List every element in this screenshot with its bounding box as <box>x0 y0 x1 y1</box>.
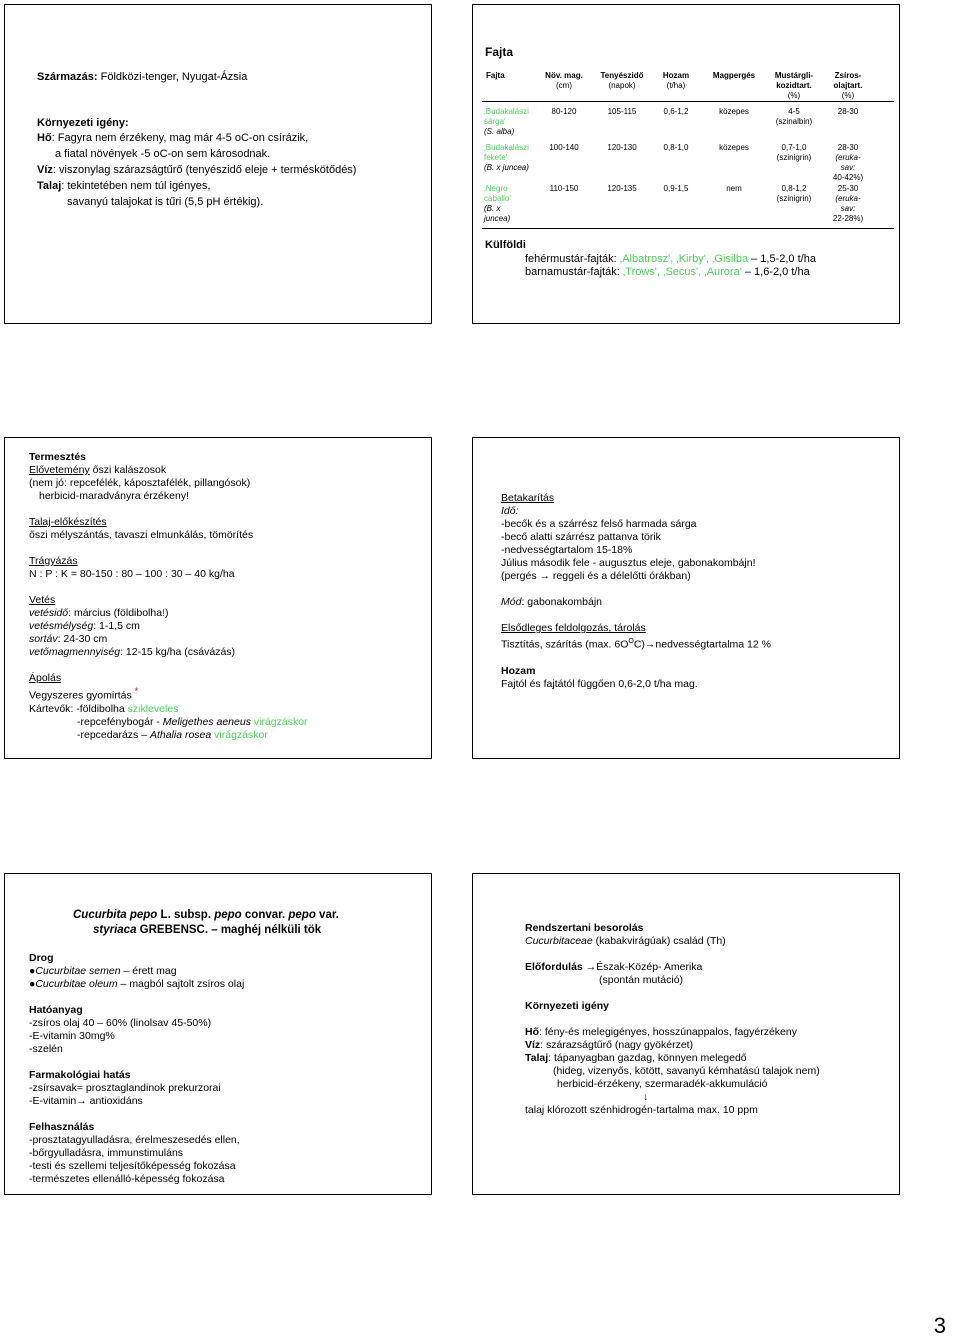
yield-label: Hozam <box>501 664 536 677</box>
heat-label: Hő <box>37 132 52 144</box>
col-header-days: Tenyészidő (napok) <box>600 71 644 90</box>
soil-line2: savanyú talajokat is tűri (5,5 pH értékig). <box>67 196 264 208</box>
origin-label: Származás: <box>37 71 98 83</box>
white-varieties-line <box>525 253 816 266</box>
asterisk-mark: * <box>134 686 139 696</box>
origin-value: Földközi-tenger, Nyugat-Ázsia <box>97 71 248 83</box>
soilprep-label: Talaj-előkészítés <box>29 516 107 528</box>
prev-crop-line2: (nem jó: repcefélék, káposztafélék, pillangósok) <box>29 477 251 489</box>
heat-line <box>37 132 308 145</box>
col-header-height: Növ. mag. (cm) <box>545 71 583 90</box>
env-label: Környezeti igény <box>525 1000 610 1012</box>
water-label: Víz <box>37 164 53 176</box>
processing-label: Elsődleges feldolgozás, tárolás <box>501 622 646 634</box>
cultivation-title: Termesztés <box>29 451 87 463</box>
cell-shatter: közepes <box>719 143 749 152</box>
col-header-yield: Hozam (t/ha) <box>662 71 690 90</box>
cell-oil: 28-30 (eruka- sav: 40-42%) <box>832 143 864 182</box>
cultivation-body: Termesztés Elővetemény őszi kalászosok (nem jó: repcefélék, káposztafélék, pillangósok) herbicid-maradványra érzékeny! Talaj-előkészítés őszi mélyszántás, tavaszi elmunkálás, tömörítés Trágyázás N : P : K = 80-150 : 80 – 100 : 30 – 40 kg/ha Vetés vetésidő: március (földibolha!) vetésmélység: 1-1,5 cm sortáv: 24-30 cm vetőmagmennyiség: 12-15 kg/ha (csávázás) Ápolás Vegyszeres gyomirtás * Kártevők: -földibolha szikleveles -repcefénybogár - Meligethes aeneus virágzáskor -repcedarázs – Athalia rosea virágzáskor <box>29 451 429 742</box>
water-text: : viszonylag szárazságtűrő (tenyészidő eleje + terméskötődés) <box>52 164 357 176</box>
soilprep-text: őszi mélyszántás, tavaszi elmunkálás, tömörítés <box>29 529 254 541</box>
cell-glucosinolate: 0,7-1,0 (szinigrin) <box>776 143 812 162</box>
cell-glucosinolate: 4-5 (szinalbin) <box>775 107 813 126</box>
heat-text: : Fagyra nem érzékeny, mag már 4-5 <box>51 132 235 144</box>
prev-crop-label: Elővetemény <box>29 464 90 476</box>
slide-title: Fajta <box>485 45 514 59</box>
black-varieties: ‚Trows', ‚Secus', ‚Aurora' <box>622 266 742 278</box>
prev-crop-text: őszi kalászosok <box>89 464 167 476</box>
cell-yield: 0,9-1,5 <box>663 184 689 193</box>
cell-yield: 0,6-1,2 <box>663 107 689 116</box>
soil-line <box>37 180 210 193</box>
soil-text: : tekintetében nem túl igényes, <box>61 180 211 192</box>
bullet-icon: ● <box>29 965 36 977</box>
black-varieties-line <box>525 266 810 279</box>
origin-line <box>37 71 247 84</box>
slide-harvest <box>472 437 900 759</box>
cell-height: 100-140 <box>549 143 579 152</box>
cell-days: 120-135 <box>607 184 637 193</box>
fert-text: N : P : K = 80-150 : 80 – 100 : 30 – 40 kg/ha <box>29 568 235 580</box>
sowing-label: Vetés <box>29 594 56 606</box>
slide-origin <box>4 4 432 324</box>
prev-crop-line3: herbicid-maradványra érzékeny! <box>39 490 189 502</box>
table-row-name: ‚Negro caballo' (B. x juncea) <box>484 184 511 223</box>
slide-varieties <box>472 4 900 324</box>
pumpkin-env-body: Rendszertani besorolás Cucurbitaceae (kabakvirágúak) család (Th) Előfordulás →Észak-Közép- Amerika (spontán mutáció) Környezeti igény Hő: fény-és melegigényes, hosszúnappalos, fagyérzékeny Víz: szárazságtűrő (nagy gyökérzet) Talaj: tápanyagban gazdag, könnyen melegedő (hideg, vizenyős, kötött, savanyú kémhatású talajok nem) herbicid-érzékeny, szermaradék-akkumuláció ↓ talaj klórozott szénhidrogén-tartalma max. 10 ppm <box>525 922 895 1117</box>
slide-cultivation <box>4 437 432 759</box>
black-yield: – 1,6-2,0 t/ha <box>741 266 810 278</box>
cell-oil: 25-30 (eruka- sav: 22-28%) <box>832 184 864 223</box>
harvest-label: Betakarítás <box>501 492 555 504</box>
cell-height: 110-150 <box>549 184 579 193</box>
cell-yield: 0,8-1,0 <box>663 143 689 152</box>
table-row-name: ‚Budakalászi sárga' (S. alba) <box>484 107 529 136</box>
page-number: 3 <box>933 1313 946 1338</box>
bullet-icon: ● <box>29 978 36 990</box>
black-label: barnamustár-fajták: <box>525 266 623 278</box>
cell-shatter: nem <box>726 184 742 193</box>
white-yield: – 1,5-2,0 t/ha <box>748 253 816 265</box>
slide-pumpkin <box>4 873 432 1195</box>
heat-unit: oC-on csírázik, <box>234 132 309 144</box>
table-row-name: ‚Budakalászi fekete' (B. x juncea) <box>484 143 529 172</box>
pharm-label: Farmakológiai hatás <box>29 1069 131 1081</box>
soil-label: Talaj <box>37 180 62 192</box>
cell-glucosinolate: 0,8-1,2 (szinigrin) <box>776 184 812 203</box>
white-varieties: ‚Albatrosz', ‚Kirby', ‚Gisilba <box>619 253 749 265</box>
system-label: Rendszertani besorolás <box>525 922 644 934</box>
cell-shatter: közepes <box>719 107 749 116</box>
cell-days: 120-130 <box>607 143 637 152</box>
col-header-shatter: Magpergés <box>712 71 756 80</box>
pumpkin-title: Cucurbita pepo L. subsp. pepo convar. pepo var. styriaca GREBENSC. – maghéj nélküli tök <box>73 909 339 936</box>
drug-label: Drog <box>29 952 54 964</box>
white-label: fehérmustár-fajták: <box>525 253 620 265</box>
heat-line2: a fiatal növények -5 oC-on sem károsodnak. <box>55 148 271 160</box>
env-title: Környezeti igény: <box>37 117 129 129</box>
care-label: Ápolás <box>29 672 62 684</box>
col-header-glucosinolate: Mustárgli- kozidtart. (%) <box>774 71 814 100</box>
pumpkin-body: Drog ●Cucurbitae semen – érett mag ●Cucurbitae oleum – magból sajtolt zsíros olaj Hatóanyag -zsíros olaj 40 – 60% (linolsav 45-50%) -E-vitamin 30mg% -szelén Farmakológiai hatás -zsírsavak= prosztaglandinok prekurzorai -E-vitamin→ antioxidáns Felhasználás -prosztatagyulladásra, érelmeszesedés ellen, -bőrgyulladásra, immunstimuláns -testi és szellemi teljesítőképesség fokozása -természetes ellenálló-képesség fokozása <box>29 952 429 1186</box>
fert-label: Trágyázás <box>29 555 78 567</box>
col-header-variety: Fajta <box>486 71 505 80</box>
col-header-oil: Zsíros- olajtart. (%) <box>833 71 863 100</box>
harvest-body: Betakarítás Idő: -becők és a szárrész felső harmada sárga -becő alatti szárrész pattanva törik -nedvességtartalom 15-18% Július második fele - augusztus eleje, gabonakombájn! (pergés → reggeli és a délelőtti órákban) Mód: gabonakombájn Elsődleges feldolgozás, tárolás Tisztítás, szárítás (max. $6O^OC)\to nedvességtartalma$ 12 % Hozam Fajtól és fajtától függően 0,6-2,0 t/ha mag. <box>501 492 893 691</box>
foreign-title: Külföldi <box>485 239 526 251</box>
down-arrow-icon: ↓ <box>643 1091 649 1103</box>
cell-days: 105-115 <box>607 107 637 116</box>
water-line <box>37 164 356 177</box>
cell-oil: 28-30 <box>837 107 859 116</box>
warning-mark: ! <box>162 607 165 619</box>
slide-pumpkin-env <box>472 873 900 1195</box>
use-label: Felhasználás <box>29 1121 95 1133</box>
active-label: Hatóanyag <box>29 1004 83 1016</box>
cell-height: 80-120 <box>551 107 577 116</box>
